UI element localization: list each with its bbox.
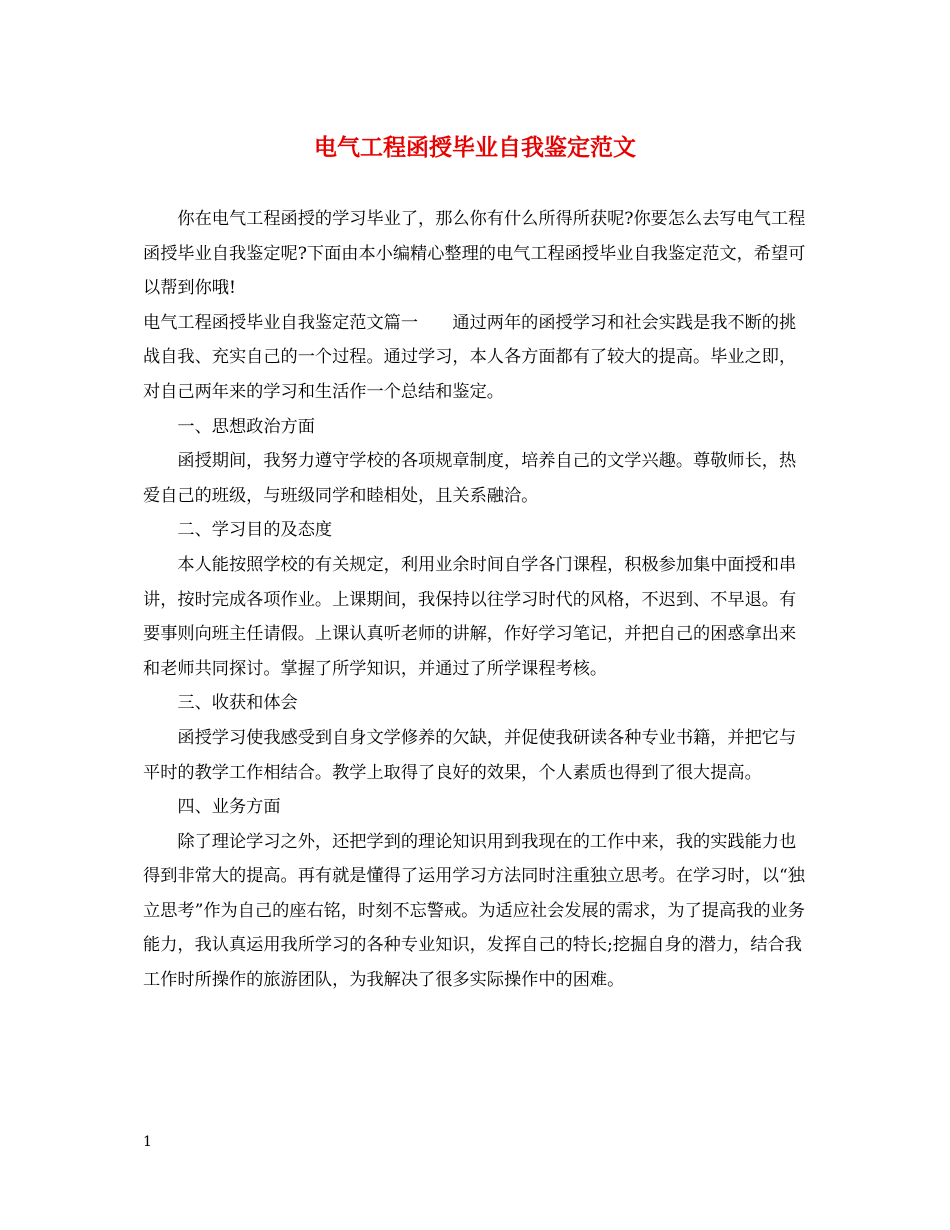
heading-business: 四、业务方面 [177, 797, 281, 818]
paragraph-gains: 函授学习使我感受到自身文学修养的欠缺，并促使我研读各种专业书籍，并把它与平时的教学工作相结合。教学上取得了良好的效果，个人素质也得到了很大提高。 [143, 727, 797, 783]
paragraph-political: 函授期间，我努力遵守学校的各项规章制度，培养自己的文学兴趣。尊敬师长，热爱自己的班级，与班级同学和睦相处，且关系融洽。 [143, 451, 797, 506]
heading-gains: 三、收获和体会 [177, 693, 298, 714]
paragraph-business: 除了理论学习之外，还把学到的理论知识用到我现在的工作中来，我的实践能力也得到非常大的提高。再有就是懂得了运用学习方法同时注重独立思考。在学习时，以“独立思考”作为自己的座右铭，时刻不忘警戒。为适应社会发展的需求，为了提高我的业务能力，我认真运用我所学习的各种专业知识，发挥自己的特长;挖掘自身的潜力，结合我工作时所操作的旅游团队，为我解决了很多实际操作中的困难。 [143, 831, 805, 991]
page-number: 1 [143, 1134, 152, 1150]
document-title: 电气工程函授毕业自我鉴定范文 [314, 134, 636, 161]
document-body [143, 202, 811, 998]
section-paragraph-1: 电气工程函授毕业自我鉴定范文篇一 通过两年的函授学习和社会实践是我不断的挑战自我、充实自己的一个过程。通过学习，本人各方面都有了较大的提高。毕业之即，对自己两年来的学习和生活作一个总结和鉴定。 [143, 312, 797, 402]
intro-paragraph: 你在电气工程函授的学习毕业了，那么你有什么所得所获呢?你要怎么去写电气工程函授毕业自我鉴定呢?下面由本小编精心整理的电气工程函授毕业自我鉴定范文，希望可以帮到你哦! [143, 209, 806, 299]
heading-political: 一、思想政治方面 [177, 416, 315, 437]
heading-study: 二、学习目的及态度 [177, 520, 333, 541]
paragraph-study: 本人能按照学校的有关规定，利用业余时间自学各门课程，积极参加集中面授和串讲，按时完成各项作业。上课期间，我保持以往学习时代的风格，不迟到、不早退。有要事则向班主任请假。上课认真听老师的讲解，作好学习笔记，并把自己的困惑拿出来和老师共同探讨。掌握了所学知识，并通过了所学课程考核。 [143, 554, 797, 679]
